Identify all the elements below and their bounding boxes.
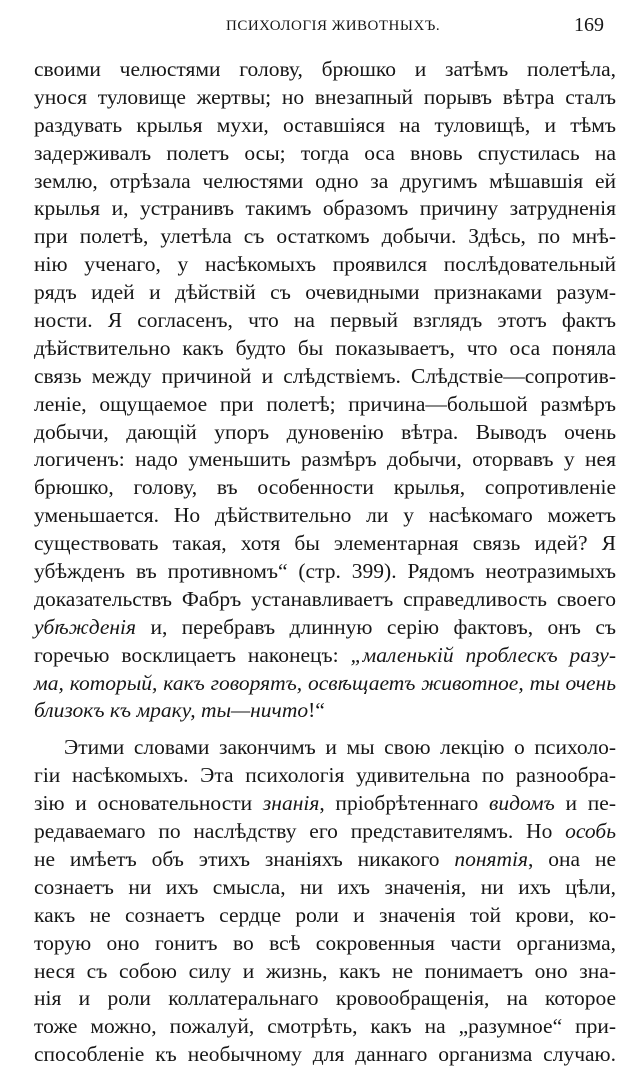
text-line: рядъ идей и дѣйствій съ очевидными признаками разум- <box>34 280 616 305</box>
text-line: леніе, ощущаемое при полетѣ; причина—большой размѣръ <box>34 391 616 416</box>
italic-text: особь <box>565 819 616 844</box>
text-line: нія и роли коллатеральнаго кровообращенія, на которое <box>34 986 616 1011</box>
text-line <box>34 846 616 874</box>
text-span: , пріобрѣтеннаго <box>319 791 490 816</box>
body-text <box>34 56 616 1069</box>
text-span: горечью восклицаетъ наконецъ: <box>34 642 351 667</box>
text-line: крылья и, устранивъ такимъ образомъ причину затрудненія <box>34 196 616 221</box>
page-header <box>66 14 608 40</box>
text-line: существовать такая, хотя бы элементарная связь идей? Я <box>34 531 616 556</box>
text-line: неся съ собою силу и жизнь, какъ не понимаетъ оно зна- <box>34 958 616 983</box>
text-line: сознаетъ ни ихъ смысла, ни ихъ значенія, ни ихъ цѣли, <box>34 874 616 899</box>
text-line: связь между причиной и слѣдствіемъ. Слѣдствіе—сопротив- <box>34 363 616 388</box>
text-line <box>34 818 616 846</box>
text-line: ности. Я согласенъ, что на первый взглядъ этотъ фактъ <box>34 308 616 333</box>
text-line <box>34 697 616 725</box>
text-span: и пе- <box>554 791 617 816</box>
text-line <box>34 790 616 818</box>
text-line: какъ не сознаетъ сердце роли и значенія той крови, ко- <box>34 902 616 927</box>
text-line: Этими словами закончимъ и мы свою лекцію о психоло- <box>64 735 616 760</box>
text-line <box>34 614 616 642</box>
text-line: добычи, дающій упоръ дуновенію вѣтра. Выводъ очень <box>34 419 616 444</box>
italic-text: понятія <box>454 846 529 871</box>
italic-text: убѣжденія <box>34 614 137 639</box>
text-line-italic: ма, который, какъ говорятъ, освѣщаетъ животное, ты очень <box>34 670 616 695</box>
text-line: задерживалъ полетъ осы; тогда оса вновь спустилась на <box>34 140 616 165</box>
text-line: своими челюстями голову, брюшко и затѣмъ полетѣла, <box>34 57 616 81</box>
text-span: и, перебравъ длинную серію фактовъ, онъ съ <box>136 614 616 639</box>
italic-quote: близокъ къ мраку, ты—ничто <box>34 698 309 723</box>
text-line: брюшко, голову, въ особенности крылья, сопротивленіе <box>34 475 616 500</box>
text-line: землю, отрѣзала челюстями одно за другимъ мѣшавшія ей <box>34 168 616 193</box>
text-line: раздувать крылья мухи, оставшіяся на туловищѣ, и тѣмъ <box>34 112 616 137</box>
text-line: убѣжденъ въ противномъ“ (стр. 399). Рядомъ неотразимыхъ <box>34 559 616 584</box>
text-span: , она не <box>528 846 616 871</box>
text-line: тоже можно, пожалуй, смотрѣть, какъ на „разумное“ при- <box>34 1014 616 1039</box>
running-title: ПСИХОЛОГІЯ ЖИВОТНЫХЪ. <box>226 18 441 34</box>
paragraph-1 <box>34 56 616 725</box>
text-line: уменьшается. Но дѣйствительно ли у насѣкомаго можетъ <box>34 503 616 528</box>
italic-text: видомъ <box>489 791 555 816</box>
text-line: способленіе къ необычному для даннаго организма случаю. <box>34 1042 616 1067</box>
text-span: редаваемаго по наслѣдству его представителямъ. Но <box>34 819 566 844</box>
text-line: при полетѣ, улетѣла съ остаткомъ добычи. Здѣсь, по мнѣ- <box>34 224 616 249</box>
text-line: дѣйствительно какъ будто бы показываетъ, что оса поняла <box>34 335 616 360</box>
page-number: 169 <box>574 14 604 36</box>
text-span: зію и основательности <box>34 791 263 816</box>
paragraph-2 <box>34 734 616 1069</box>
text-line <box>34 642 616 670</box>
text-line: торую оно гонитъ во всѣ сокровенныя части организма, <box>34 930 616 955</box>
paragraph-gap <box>34 725 616 734</box>
text-line: логиченъ: надо уменьшить размѣръ добычи, оторвавъ у нея <box>34 447 616 472</box>
italic-text: знанія <box>262 791 320 816</box>
text-line: нію ученаго, у насѣкомыхъ проявился послѣдовательный <box>34 252 616 277</box>
text-span: !“ <box>308 698 325 723</box>
text-line: унося туловище жертвы; но внезапный порывъ вѣтра сталъ <box>34 84 616 109</box>
italic-quote: „маленькій проблескъ разу- <box>350 642 616 667</box>
text-line: гіи насѣкомыхъ. Эта психологія удивительна по разнообра- <box>34 763 616 788</box>
text-span: не имѣетъ объ этихъ знаніяхъ никакого <box>34 846 455 871</box>
text-line: доказательствъ Фабръ устанавливаетъ справедливость своего <box>34 586 616 611</box>
